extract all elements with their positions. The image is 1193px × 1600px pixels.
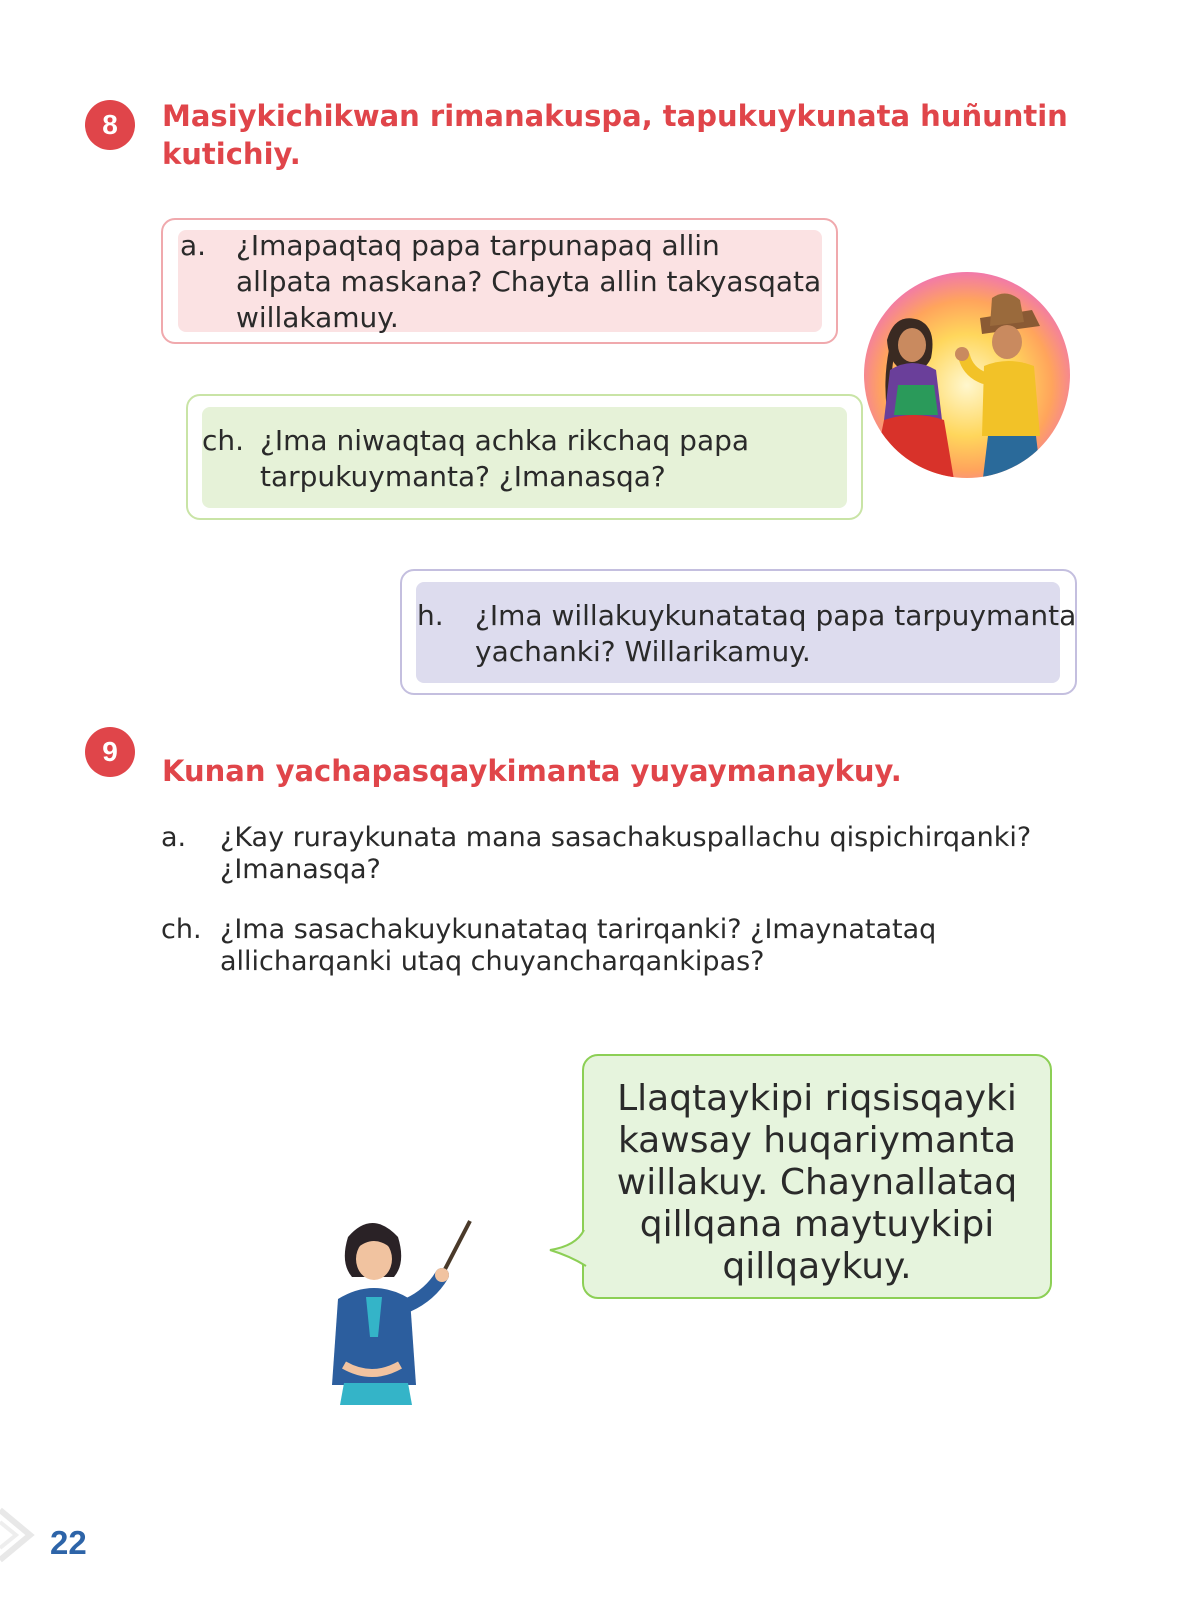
section-8-heading-line2: kutichiy. — [162, 137, 301, 171]
bubble-line-5: qillqaykuy. — [722, 1246, 912, 1287]
question-h-line-1: ¿Ima willakuykunatataq papa tarpuymanta — [475, 599, 1077, 632]
question-a-label: a. — [180, 229, 207, 262]
reflection-ch-line-2: allicharqanki utaq chuyancharqankipas? — [220, 946, 765, 977]
reflection-ch-line-1: ¿Ima sasachakuykunatataq tarirqanki? ¿Imaynatataq — [220, 914, 937, 945]
reflection-ch-text — [220, 914, 1060, 978]
question-h-text — [475, 598, 1076, 670]
reflection-ch-label: ch. — [161, 914, 202, 945]
question-a-line-1: ¿Imapaqtaq papa tarpunapaq allin — [236, 229, 720, 262]
reflection-a-line-2: ¿Imanasqa? — [220, 854, 381, 885]
bubble-line-3: willakuy. Chaynallataq — [616, 1162, 1018, 1203]
page-number: 22 — [50, 1524, 87, 1561]
question-a-text — [236, 228, 821, 336]
question-ch-line-2: tarpukuymanta? ¿Imanasqa? — [260, 460, 666, 493]
reflection-a-line-1: ¿Kay ruraykunata mana sasachakuspallachu qispichirqanki? — [220, 822, 1032, 853]
bubble-line-2: kawsay huqariymanta — [617, 1120, 1017, 1161]
section-8-number: 8 — [85, 100, 135, 150]
question-a-line-2: allpata maskana? Chayta allin takyasqata — [236, 265, 822, 298]
section-9-number: 9 — [85, 727, 135, 777]
reflection-a-text — [220, 822, 1060, 886]
bubble-line-4: qillqana maytuykipi — [639, 1204, 995, 1245]
teacher-illustration — [330, 1215, 480, 1415]
question-ch-line-1: ¿Ima niwaqtaq achka rikchaq papa — [260, 424, 750, 457]
section-8-heading-line1: Masiykichikwan rimanakuspa, tapukuykunata huñuntin — [162, 99, 1068, 133]
question-a-line-3: willakamuy. — [236, 301, 399, 334]
question-h-label: h. — [417, 599, 444, 632]
bubble-line-1: Llaqtaykipi riqsisqayki — [617, 1078, 1017, 1119]
question-h-line-2: yachanki? Willarikamuy. — [475, 635, 811, 668]
question-ch-text — [260, 423, 749, 495]
children-talking-illustration — [862, 270, 1072, 480]
section-9-heading: Kunan yachapasqaykimanta yuyaymanaykuy. — [162, 754, 902, 788]
reflection-a-label: a. — [161, 822, 187, 853]
speech-bubble-tail — [548, 1228, 588, 1268]
corner-ornament — [0, 1500, 44, 1570]
question-ch-label: ch. — [202, 424, 245, 457]
speech-bubble-text — [600, 1078, 1034, 1288]
